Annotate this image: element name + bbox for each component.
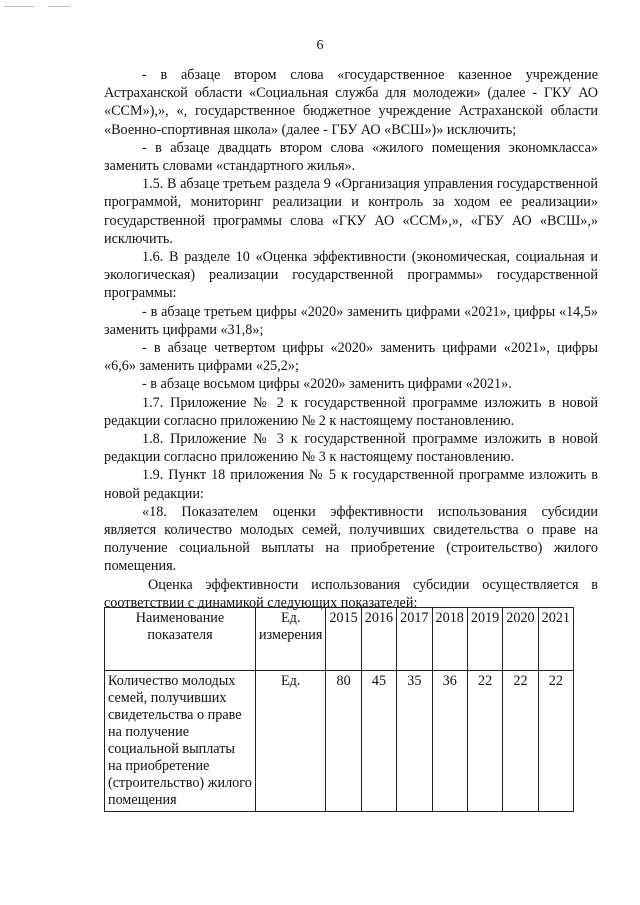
- paragraph-6: - в абзаце четвертом цифры «2020» заменить цифрами «2021», цифры «6,6» заменить цифрами «25,2»;: [104, 340, 598, 375]
- scan-artifact: [48, 6, 70, 7]
- row-value: 35: [397, 671, 432, 812]
- header-year: 2015: [326, 608, 361, 671]
- row-value: 36: [432, 671, 467, 812]
- header-year: 2016: [361, 608, 396, 671]
- table-row: [105, 671, 574, 812]
- scan-artifact: [4, 6, 34, 7]
- row-value: 22: [467, 671, 502, 812]
- indicator-table: [104, 607, 574, 812]
- document-body: [104, 66, 598, 612]
- header-year: 2019: [467, 608, 502, 671]
- paragraph-10: 1.9. Пункт 18 приложения № 5 к государственной программе изложить в новой редакции:: [104, 467, 598, 502]
- row-value: 45: [361, 671, 396, 812]
- paragraph-2: - в абзаце двадцать втором слова «жилого помещения экономкласса» заменить словами «стандартного жилья».: [104, 139, 598, 175]
- paragraph-9: 1.8. Приложение № 3 к государственной программе изложить в новой редакции согласно приложению № 3 к настоящему постановлению.: [104, 431, 598, 466]
- paragraph-1: - в абзаце втором слова «государственное казенное учреждение Астраханской области «Социальная служба для молодежи» (далее - ГКУ АО «ССМ»),», «, государственное бюджетное учреждение Астраханской области «Военно-спортивная школа» (далее - ГБУ АО «ВСШ»)» исключить;: [104, 67, 598, 138]
- row-value: 22: [503, 671, 538, 812]
- paragraph-12: Оценка эффективности использования субсидии осуществляется в соответствии с динамикой следующих показателей:: [104, 576, 598, 611]
- paragraph-5: - в абзаце третьем цифры «2020» заменить цифрами «2021», цифры «14,5» заменить цифрами «31,8»;: [104, 303, 598, 338]
- page-number: 6: [316, 38, 324, 53]
- table-header-row: [105, 608, 574, 671]
- header-year: 2020: [503, 608, 538, 671]
- header-year: 2021: [538, 608, 573, 671]
- row-value: 80: [326, 671, 361, 812]
- row-value: 22: [538, 671, 573, 812]
- paragraph-8: 1.7. Приложение № 2 к государственной программе изложить в новой редакции согласно приложению № 2 к настоящему постановлению.: [104, 394, 598, 429]
- row-unit: Ед.: [256, 671, 326, 812]
- table: [104, 607, 574, 812]
- header-name: Наименование показателя: [105, 608, 256, 671]
- header-year: 2017: [397, 608, 432, 671]
- paragraph-4: 1.6. В разделе 10 «Оценка эффективности (экономическая, социальная и экологическая) реализации государственной программы» государственной программы:: [104, 249, 598, 302]
- paragraph-7: - в абзаце восьмом цифры «2020» заменить цифрами «2021».: [142, 376, 512, 393]
- header-unit: Ед. измерения: [256, 608, 326, 671]
- paragraph-3: 1.5. В абзаце третьем раздела 9 «Организация управления государственной программой, мониторинг реализации и контроль за ходом ее реализации» государственной программы слова «ГКУ АО «ССМ»,», «ГБУ АО «ВСШ»,» исключить.: [104, 176, 598, 247]
- paragraph-11: «18. Показателем оценки эффективности использования субсидии является количество молодых семей, получивших свидетельства о праве на получение социальной выплаты на приобретение (строительство) жилого помещения.: [104, 503, 598, 575]
- header-year: 2018: [432, 608, 467, 671]
- row-name: Количество молодых семей, получивших свидетельства о праве на получение социальной выплаты на приобретение (строительство) жилого помещения: [105, 671, 256, 812]
